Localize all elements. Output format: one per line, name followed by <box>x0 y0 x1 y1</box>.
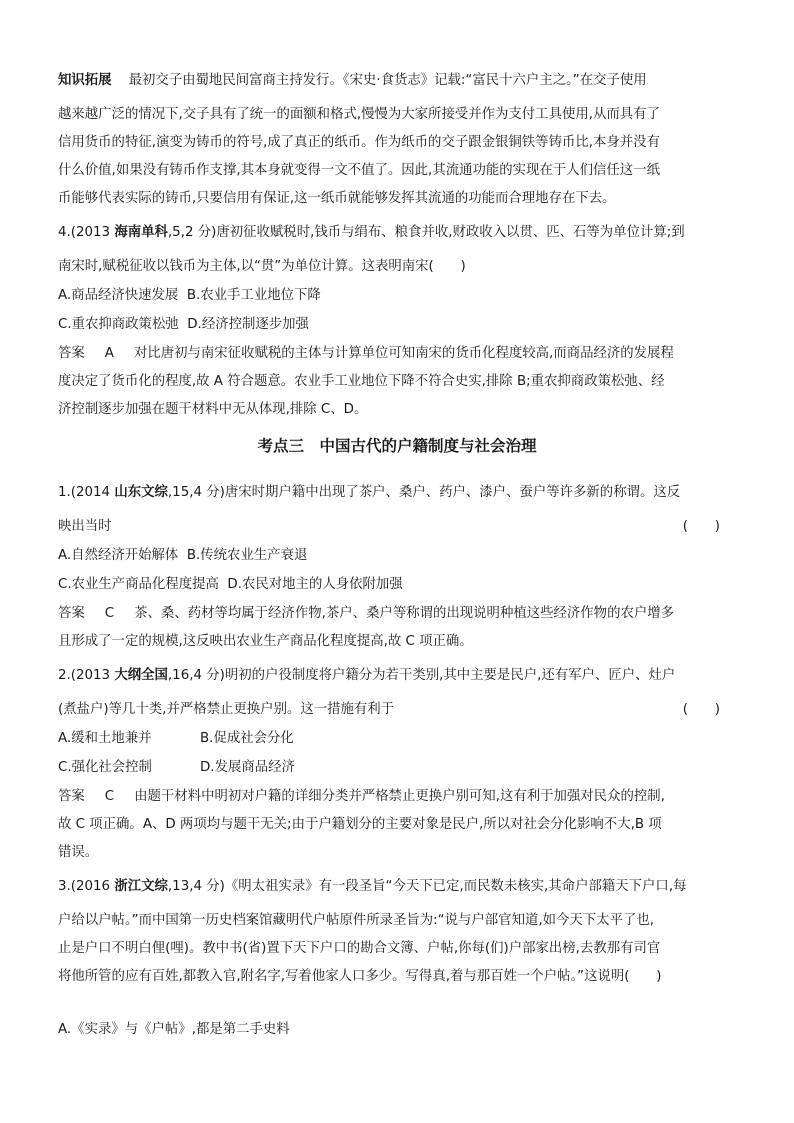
question-1-stem-line-2 <box>58 518 738 536</box>
question-text: (煮盐户)等几十类,并严格禁止更换户别。这一措施有利于 <box>58 702 395 717</box>
knowledge-extension-label: 知识拓展 <box>58 73 112 88</box>
question-source: 大纲全国 <box>114 668 168 683</box>
knowledge-extension-line-5: 币能够代表实际的铸币,只要信用有保证,这一纸币就能够发挥其流通的功能而合理地存在下去。 <box>58 191 616 206</box>
knowledge-extension-line-4: 什么价值,如果没有铸币作支撑,其本身就变得一文不值了。因此,其流通功能的实现在于人们信任这一纸 <box>58 163 660 178</box>
option-d: D.经济控制逐步加强 <box>187 317 309 332</box>
question-2-stem-line-2 <box>58 701 738 719</box>
question-1-stem <box>58 484 738 502</box>
knowledge-extension-line-1 <box>58 72 738 90</box>
question-3-stem-line-2: 户给以户帖。”而中国第一历史档案馆藏明代户帖原件所录圣旨为:“说与户部官知道,如今天下太平了也, <box>58 913 654 928</box>
option-b: B.农业手工业地位下降 <box>186 288 321 303</box>
question-1-answer-line-1 <box>58 605 738 623</box>
option-c: C.重农抑商政策松弛 <box>58 317 179 332</box>
question-text: ,15,4 分)唐宋时期户籍中出现了茶户、桑户、药户、漆户、蚕户等许多新的称谓。这反 <box>167 485 681 500</box>
option-c: C.农业生产商品化程度提高 <box>58 577 219 592</box>
answer-bracket: ( ) <box>682 702 720 717</box>
knowledge-extension-line-2: 越来越广泛的情况下,交子具有了统一的面额和格式,慢慢为大家所接受并作为支付工具使用,从而具有了 <box>58 107 660 122</box>
knowledge-extension-text: 最初交子由蜀地民间富商主持发行。《宋史·食货志》记载:“富民十六户主之。”在交子使用 <box>128 73 647 88</box>
answer-bracket: ( ) <box>682 519 720 534</box>
question-1-answer-line-2: 且形成了一定的规模,这反映出农业生产商品化程度提高,故 C 项正确。 <box>58 634 473 649</box>
question-text: ,13,4 分)《明太祖实录》有一段圣旨“今天下已定,而民数未核实,其命户部籍天下户口,每 <box>167 879 687 894</box>
answer-letter: C <box>104 789 115 804</box>
question-4-stem-line-2: 南宋时,赋税征收以钱币为主体,以“贯”为单位计算。这表明南宋( ) <box>58 259 466 274</box>
answer-label: 答案 <box>58 346 85 361</box>
question-2-answer-line-1 <box>58 788 738 806</box>
question-2-stem <box>58 667 738 685</box>
question-2-answer-line-2: 故 C 项正确。A、D 两项均与题干无关;由于户籍划分的主要对象是民户,所以对社会分化影响不大,B 项 <box>58 817 662 832</box>
question-4-options-cd <box>58 316 738 334</box>
option-b: B.促成社会分化 <box>200 731 294 746</box>
option-d: D.农民对地主的人身依附加强 <box>227 577 403 592</box>
option-b: B.传统农业生产衰退 <box>186 548 308 563</box>
answer-letter: A <box>104 346 114 361</box>
option-a: A.自然经济开始解体 <box>58 548 179 563</box>
question-source: 海南单科 <box>114 225 168 240</box>
question-4-answer-line-1 <box>58 345 738 363</box>
question-2-answer-line-3: 错误。 <box>58 845 99 860</box>
question-1-options-ab <box>58 547 738 565</box>
question-number: 3.(2016 <box>58 879 111 894</box>
question-text: 映出当时 <box>58 519 112 534</box>
answer-explanation: 对比唐初与南宋征收赋税的主体与计算单位可知南宋的货币化程度较高,而商品经济的发展程 <box>133 346 674 361</box>
question-2-options-ab <box>58 730 738 748</box>
question-2-options-cd <box>58 759 738 777</box>
question-4-answer-line-2: 度决定了货币化的程度,故 A 符合题意。农业手工业地位下降不符合史实,排除 B;重农抑商政策松弛、经 <box>58 374 665 389</box>
section-heading: 考点三 中国古代的户籍制度与社会治理 <box>257 437 537 455</box>
question-1-options-cd <box>58 576 738 594</box>
question-source: 山东文综 <box>114 485 168 500</box>
question-4-answer-line-3: 济控制逐步加强在题干材料中无从体现,排除 C、D。 <box>58 402 368 417</box>
option-a: A.商品经济快速发展 <box>58 288 179 303</box>
question-number: 2.(2013 <box>58 668 111 683</box>
answer-explanation: 由题干材料中明初对户籍的详细分类并严格禁止更换户别可知,这有利于加强对民众的控制, <box>134 789 665 804</box>
question-text: ,16,4 分)明初的户役制度将户籍分为若干类别,其中主要是民户,还有军户、匠户、灶户 <box>167 668 676 683</box>
question-4-stem <box>58 224 738 242</box>
option-c: C.强化社会控制 <box>58 760 152 775</box>
question-source: 浙江文综 <box>114 879 168 894</box>
option-a: A.缓和土地兼并 <box>58 731 152 746</box>
option-d: D.发展商品经济 <box>200 760 295 775</box>
knowledge-extension-line-3: 信用货币的特征,演变为铸币的符号,成了真正的纸币。作为纸币的交子跟金银铜铁等铸币比,本身并没有 <box>58 135 660 150</box>
question-3-stem-line-4: 将他所管的应有百姓,都教入官,附名字,写着他家人口多少。写得真,着与那百姓一个户帖。”这说明( ) <box>58 969 662 984</box>
question-3-stem-line-3: 止是户口不明白俚(哩)。教中书(省)置下天下户口的勘合文簿、户帖,你每(们)户部家出榜,去教那有司官 <box>58 941 661 956</box>
answer-label: 答案 <box>58 789 85 804</box>
question-number: 4.(2013 <box>58 225 111 240</box>
answer-label: 答案 <box>58 606 85 621</box>
question-4-options-ab <box>58 287 738 305</box>
question-text: ,5,2 分)唐初征收赋税时,钱币与绢布、粮食并收,财政收入以贯、匹、石等为单位计算;到 <box>167 225 685 240</box>
question-3-stem <box>58 878 738 896</box>
question-3-option-a: A.《实录》与《户帖》,都是第二手史料 <box>58 1022 290 1037</box>
question-number: 1.(2014 <box>58 485 111 500</box>
answer-explanation: 茶、桑、药材等均属于经济作物,茶户、桑户等称谓的出现说明种植这些经济作物的农户增多 <box>134 606 675 621</box>
answer-letter: C <box>104 606 115 621</box>
